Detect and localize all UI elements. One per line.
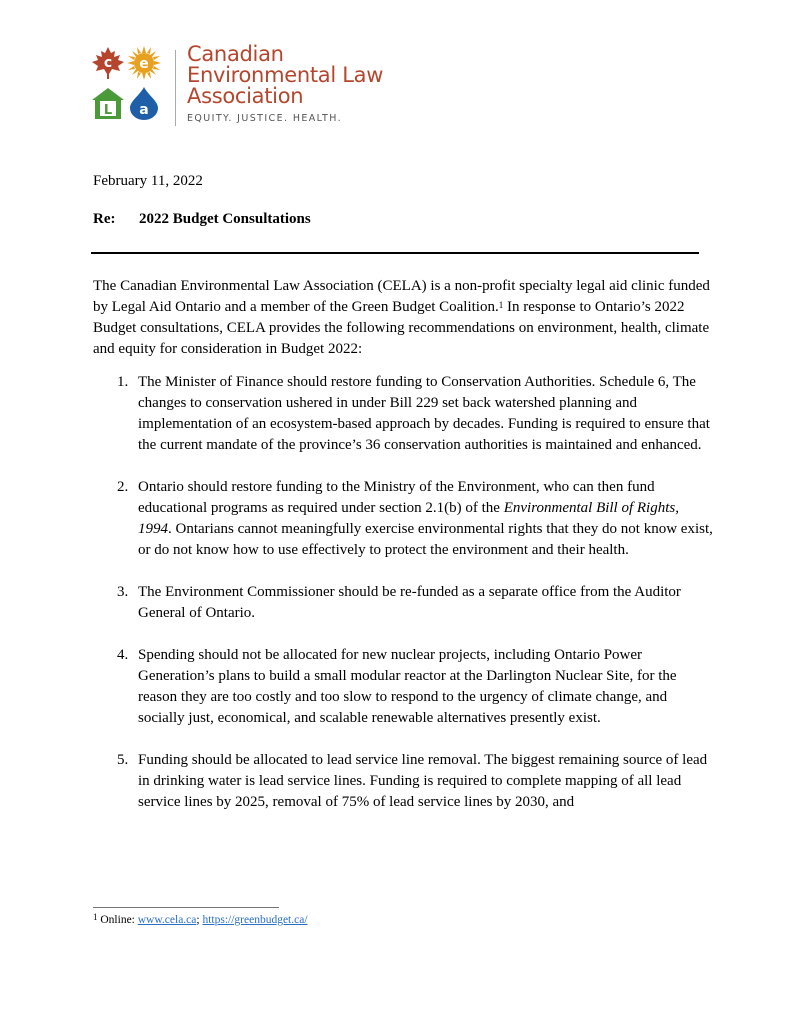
greenbudget-link[interactable]: https://greenbudget.ca/ — [202, 914, 308, 926]
footnote-prefix: Online: — [97, 914, 138, 926]
footnote-rule — [93, 907, 279, 908]
recommendation-item — [93, 372, 713, 456]
svg-text:a: a — [139, 102, 149, 118]
header-rule — [91, 252, 699, 254]
sun-icon — [127, 46, 161, 80]
recommendation-item — [93, 582, 713, 624]
logo-tagline: EQUITY. JUSTICE. HEALTH. — [187, 113, 343, 124]
footnote-marker: 1 — [93, 912, 98, 922]
item-text: Spending should not be allocated for new nuclear projects, including Ontario Power Generation’s plans to build a small modular reactor at the Darlington Nuclear Site, for the reason they are too costly and too slow to respond to the urgency of climate change, and socially just, economical, and scalable renewable alternatives presently exist. — [138, 647, 677, 726]
item-text: Funding should be allocated to lead service line removal. The biggest remaining source of lead in drinking water is lead service lines. Funding is required to complete mapping of all lead service lines by 2025, removal of 75% of lead service lines by 2030, and — [138, 752, 708, 810]
recommendation-item — [93, 477, 713, 561]
item-number: 3. — [117, 584, 129, 600]
house-icon — [91, 86, 125, 120]
logo-name-line-2: Environmental Law — [187, 63, 384, 87]
footnote — [93, 914, 308, 926]
item-text: Ontario should restore funding to the Ministry of the Environment, who can then fund educational programs as required under section 2.1(b) of the — [138, 479, 655, 516]
item-text: The Minister of Finance should restore funding to Conservation Authorities. Schedule 6, The changes to conservation ushered in under Bill 229 set back watershed planning and implementation of an ecosystem-based approach by decades. Funding is required to ensure that the current mandate of the province’s 36 conservation authorities is maintained and enhanced. — [138, 374, 710, 453]
svg-text:e: e — [139, 56, 149, 72]
footnote-ref[interactable]: 1 — [498, 300, 504, 310]
maple-leaf-icon — [91, 46, 125, 80]
recommendation-item — [93, 645, 713, 729]
intro-text-2: In response to Ontario’s 2022 Budget consultations, CELA provides the following recommendations on environment, health, climate and equity for consideration in Budget 2022: — [93, 299, 710, 357]
svg-text:c: c — [103, 55, 113, 71]
item-number: 4. — [117, 647, 129, 663]
cela-logo — [91, 44, 391, 128]
logo-name-line-3: Association — [187, 84, 304, 108]
logo-icons — [91, 44, 163, 124]
subject-line — [93, 211, 311, 228]
item-number: 5. — [117, 752, 129, 768]
logo-name-line-1: Canadian — [187, 42, 284, 66]
recommendations-list — [93, 372, 713, 834]
re-subject: 2022 Budget Consultations — [139, 211, 311, 227]
re-label: Re: — [93, 211, 116, 227]
footnote-separator: ; — [196, 914, 203, 926]
item-number: 2. — [117, 479, 129, 495]
item-number: 1. — [117, 374, 129, 390]
svg-text:L: L — [103, 103, 113, 118]
item-text: The Environment Commissioner should be re-funded as a separate office from the Auditor General of Ontario. — [138, 584, 681, 621]
water-drop-icon — [127, 86, 161, 120]
logo-divider — [175, 50, 176, 126]
item-citation: Environmental Bill of Rights, 1994 — [138, 500, 679, 537]
letter-date: February 11, 2022 — [93, 173, 203, 189]
logo-wordmark — [187, 44, 383, 124]
intro-paragraph — [93, 276, 713, 360]
recommendation-item — [93, 750, 713, 813]
intro-text-1: The Canadian Environmental Law Association (CELA) is a non-profit specialty legal aid clinic funded by Legal Aid Ontario and a member of the Green Budget Coalition. — [93, 278, 710, 315]
item-text-cont: . Ontarians cannot meaningfully exercise environmental rights that they do not know exist, or do not know how to use effectively to protect the environment and their health. — [138, 521, 713, 558]
cela-link[interactable]: www.cela.ca — [137, 914, 197, 926]
